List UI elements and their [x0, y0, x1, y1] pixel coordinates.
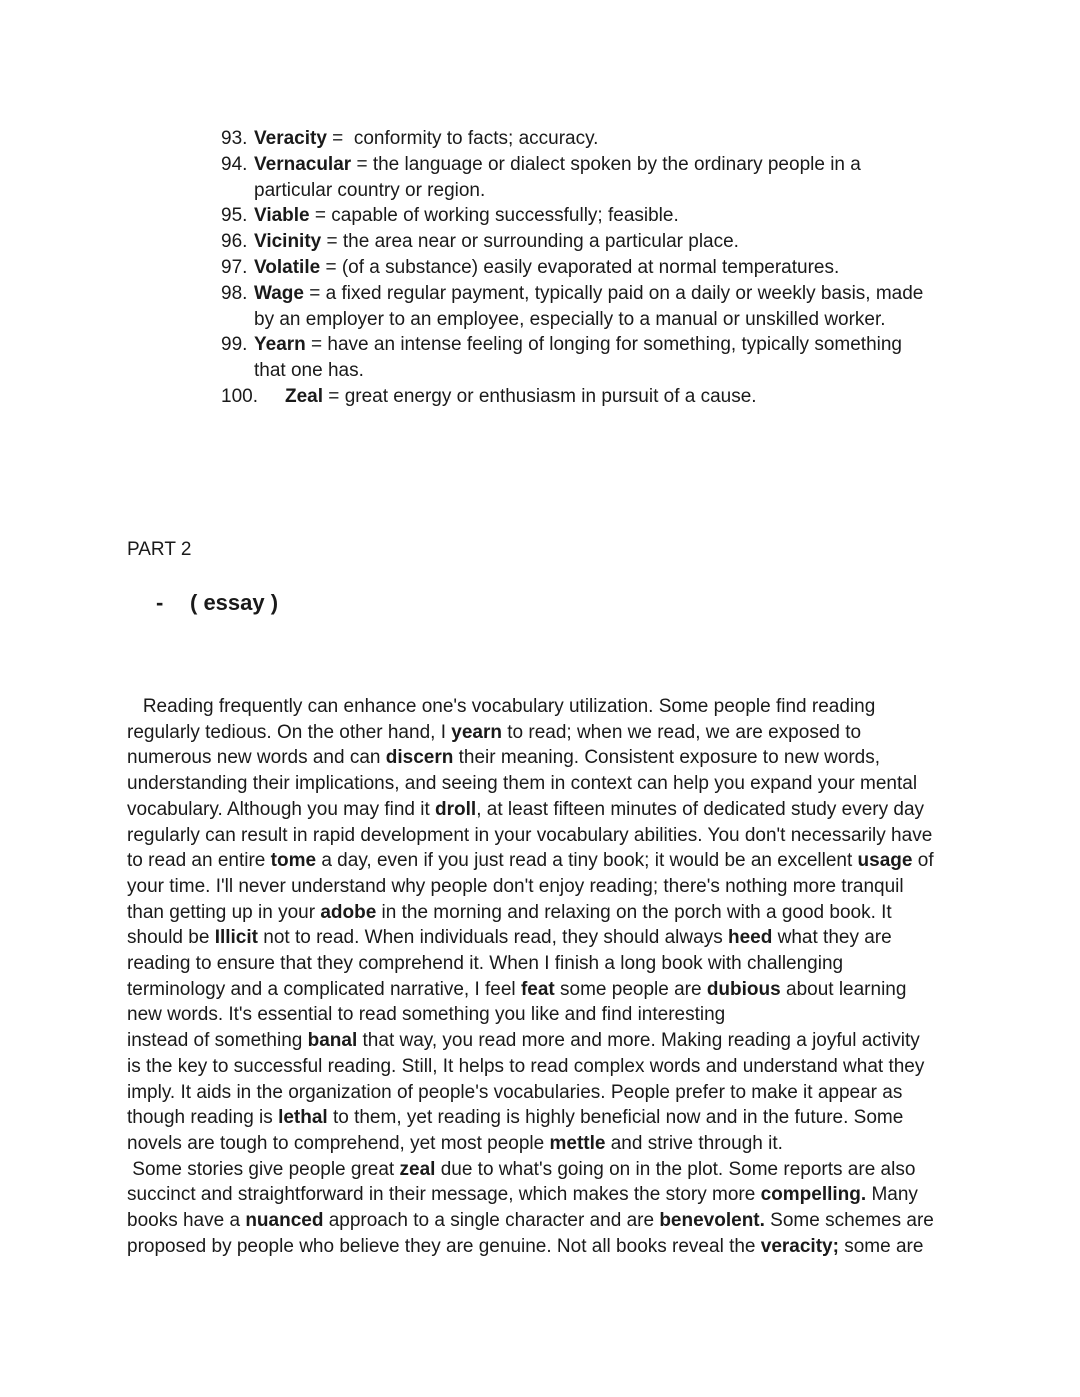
essay-text: than getting up in your — [127, 901, 321, 923]
vocab-number: 95. — [221, 205, 248, 227]
essay-vocab-word: banal — [307, 1030, 358, 1052]
vocab-separator: = — [351, 153, 373, 175]
vocab-number: 94. — [221, 153, 248, 175]
vocab-definition: have an intense feeling of longing for something, typically something — [327, 334, 902, 356]
vocab-word: Wage — [254, 282, 304, 304]
essay-text: terminology and a complicated narrative, I feel — [127, 978, 521, 1000]
vocab-number: 100. — [221, 385, 258, 407]
essay-heading: ( essay ) — [190, 590, 279, 615]
essay-vocab-word: veracity; — [760, 1235, 839, 1257]
essay-vocab-word: benevolent. — [659, 1210, 765, 1232]
vocab-definition-continued: that one has. — [254, 360, 364, 382]
essay-text: not to read. When individuals read, they should always — [257, 927, 728, 949]
vocab-item — [221, 332, 961, 384]
essay-line — [127, 694, 962, 720]
essay-line — [127, 900, 962, 926]
vocab-number: 96. — [221, 231, 248, 253]
essay-line — [127, 1028, 962, 1054]
essay-text: due to what's going on in the plot. Some reports are also — [435, 1158, 916, 1180]
vocab-separator: = — [321, 231, 343, 253]
vocab-definition: great energy or enthusiasm in pursuit of a cause. — [344, 385, 757, 407]
essay-text: books have a — [127, 1210, 246, 1232]
essay-text: what they are — [772, 927, 892, 949]
essay-text: a day, even if you just read a tiny book; it would be an excellent — [316, 850, 858, 872]
essay-text: novels are tough to comprehend, yet most people — [127, 1132, 550, 1154]
essay-line — [127, 1157, 962, 1183]
essay-text: about learning — [780, 978, 907, 1000]
vocab-word: Vicinity — [254, 231, 322, 253]
essay-text: reading to ensure that they comprehend it. When I finish a long book with challenging — [127, 953, 844, 975]
essay-line — [127, 720, 962, 746]
essay-text: approach to a single character and are — [323, 1210, 660, 1232]
vocab-word: Volatile — [254, 256, 321, 278]
vocab-item — [221, 229, 961, 255]
essay-line — [127, 823, 962, 849]
vocab-separator: = — [323, 385, 345, 407]
essay-text: Some schemes are — [764, 1210, 934, 1232]
part-heading: PART 2 — [127, 539, 192, 560]
vocab-definition: a fixed regular payment, typically paid on a daily or weekly basis, made — [325, 282, 924, 304]
essay-vocab-word: droll — [435, 798, 477, 820]
vocab-separator: = — [320, 256, 342, 278]
essay-text: succinct and straightforward in their message, which makes the story more — [127, 1184, 761, 1206]
essay-vocab-word: feat — [520, 978, 555, 1000]
vocab-item — [221, 152, 961, 204]
vocab-definition-continued: particular country or region. — [254, 179, 486, 201]
essay-line — [127, 1080, 962, 1106]
essay-line — [127, 1054, 962, 1080]
vocab-number: 99. — [221, 334, 248, 356]
essay-text: regularly can result in rapid development in your vocabulary abilities. You don't necessarily have — [127, 824, 933, 846]
essay-text: imply. It aids in the organization of people's vocabularies. People prefer to make it appear as — [127, 1081, 903, 1103]
vocab-definition: (of a substance) easily evaporated at normal temperatures. — [341, 256, 840, 278]
essay-text: proposed by people who believe they are genuine. Not all books reveal the — [127, 1235, 761, 1257]
vocab-word: Veracity — [254, 128, 327, 149]
essay-vocab-word: yearn — [451, 721, 502, 743]
essay-line — [127, 1182, 962, 1208]
vocab-definition: the area near or surrounding a particular place. — [342, 231, 739, 253]
vocab-item — [221, 255, 961, 281]
vocab-item — [221, 384, 961, 410]
vocab-separator: = — [326, 128, 354, 149]
essay-line — [127, 797, 962, 823]
essay-text: vocabulary. Although you may find it — [127, 798, 436, 820]
essay-line — [127, 771, 962, 797]
vocab-number: 98. — [221, 282, 248, 304]
essay-vocab-word: mettle — [549, 1132, 606, 1154]
essay-text: numerous new words and can — [127, 747, 386, 769]
bullet-dash: - — [156, 590, 164, 615]
vocab-item — [221, 203, 961, 229]
vocab-definition: capable of working successfully; feasible. — [331, 205, 679, 227]
essay-vocab-word: heed — [727, 927, 773, 949]
essay-body — [127, 694, 962, 1259]
essay-text: and strive through it. — [605, 1132, 783, 1154]
essay-text: your time. I'll never understand why people don't enjoy reading; there's nothing more tranquil — [127, 875, 904, 897]
essay-text: some people are — [554, 978, 707, 1000]
essay-text: Reading frequently can enhance one's vocabulary utilization. Some people find reading — [127, 696, 876, 717]
essay-vocab-word: tome — [270, 850, 317, 872]
essay-text: of — [912, 850, 934, 872]
essay-line — [127, 745, 962, 771]
vocab-word: Viable — [254, 205, 310, 227]
essay-text: their meaning. Consistent exposure to new words, — [453, 747, 881, 769]
vocab-item — [221, 126, 961, 152]
vocab-number: 97. — [221, 256, 248, 278]
vocab-separator: = — [309, 205, 332, 227]
essay-text: that way, you read more and more. Making reading a joyful activity — [357, 1030, 920, 1052]
essay-text: though reading is — [127, 1107, 279, 1129]
essay-line — [127, 925, 962, 951]
essay-text: , at least fifteen minutes of dedicated study every day — [476, 798, 925, 820]
vocab-word: Yearn — [254, 334, 306, 356]
essay-line — [127, 1002, 962, 1028]
essay-vocab-word: usage — [857, 850, 913, 872]
essay-text: to read an entire — [127, 850, 271, 872]
essay-text: understanding their implications, and seeing them in context can help you expand your mental — [127, 773, 918, 795]
essay-text: to them, yet reading is highly beneficial now and in the future. Some — [327, 1107, 904, 1129]
essay-line — [127, 1131, 962, 1157]
essay-line — [127, 951, 962, 977]
essay-vocab-word: zeal — [399, 1158, 436, 1180]
vocab-word: Vernacular — [254, 153, 352, 175]
essay-line — [127, 1234, 962, 1260]
vocab-separator: = — [305, 334, 328, 356]
essay-line — [127, 1105, 962, 1131]
essay-vocab-word: nuanced — [245, 1210, 324, 1232]
vocab-word: Zeal — [285, 385, 324, 407]
vocabulary-list — [221, 126, 961, 410]
essay-text: instead of something — [127, 1030, 308, 1052]
essay-line — [127, 1208, 962, 1234]
vocab-number: 93. — [221, 128, 248, 149]
essay-text: in the morning and relaxing on the porch with a good book. It — [376, 901, 892, 923]
essay-vocab-word: discern — [385, 747, 454, 769]
essay-vocab-word: dubious — [706, 978, 781, 1000]
vocab-definition: the language or dialect spoken by the ordinary people in a — [372, 153, 861, 175]
essay-text: regularly tedious. On the other hand, I — [127, 721, 452, 743]
vocab-definition-continued: by an employer to an employee, especially to a manual or unskilled worker. — [254, 308, 886, 330]
essay-text: some are — [838, 1235, 924, 1257]
essay-text: Many — [866, 1184, 918, 1206]
essay-text: Some stories give people great — [127, 1158, 400, 1180]
essay-line — [127, 874, 962, 900]
vocab-separator: = — [303, 282, 326, 304]
essay-text: to read; when we read, we are exposed to — [501, 721, 862, 743]
essay-line — [127, 977, 962, 1003]
essay-vocab-word: Illicit — [214, 927, 258, 949]
essay-vocab-word: adobe — [320, 901, 377, 923]
vocab-definition: conformity to facts; accuracy. — [353, 128, 599, 149]
vocab-item — [221, 281, 961, 333]
essay-line — [127, 848, 962, 874]
essay-text: is the key to successful reading. Still, It helps to read complex words and understand what they — [127, 1055, 925, 1077]
essay-text: new words. It's essential to read something you like and find interesting — [127, 1004, 726, 1026]
essay-vocab-word: lethal — [278, 1107, 328, 1129]
essay-vocab-word: compelling. — [760, 1184, 867, 1206]
essay-text: should be — [127, 927, 215, 949]
